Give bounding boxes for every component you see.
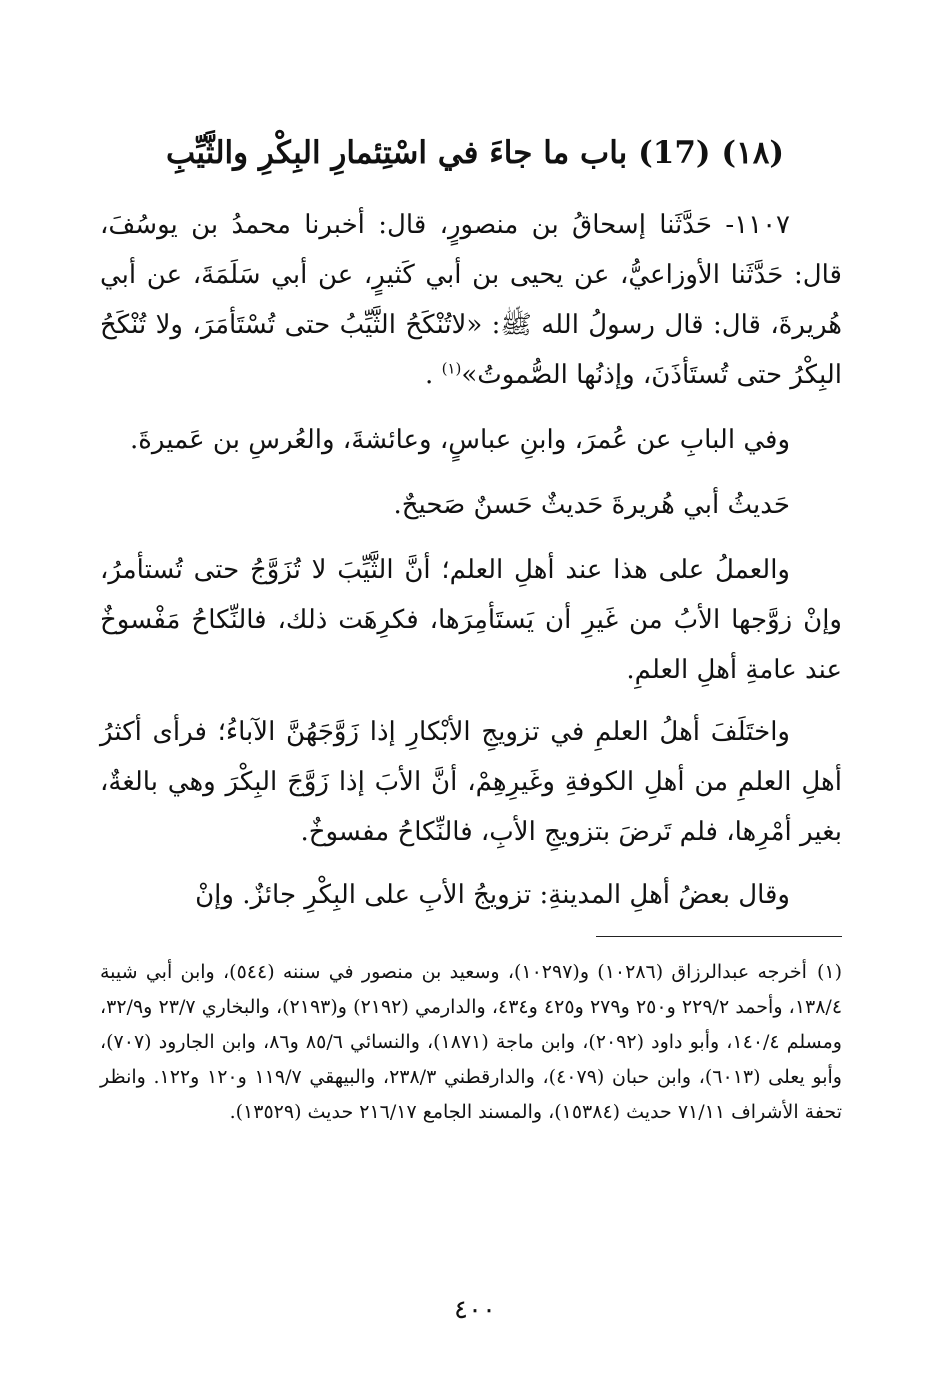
hadith-end: . (425, 360, 442, 390)
chapter-heading: (١٨) (17) باب ما جاءَ في اسْتِئمارِ البِكْرِ والثَّيِّبِ (165, 135, 785, 171)
footnote-text: أخرجه عبدالرزاق (١٠٢٨٦) و(١٠٢٩٧)، وسعيد بن منصور في سننه (٥٤٤)، وابن أبي شيبة ١٣٨/٤، وأحمد ٢٢٩/٢ و٢٥٠ و٢٧٩ و٤٢٥ و٤٣٤، والدارمي (٢١٩٢) و(٢١٩٣)، والبخاري ٢٣/٧ و٣٢/٩، ومسلم ١٤٠/٤، وأبو داود (٢٠٩٢)، وابن ماجة (١٨٧١)، والنسائي ٨٥/٦ و٨٦، وابن الجارود (٧٠٧)، وأبو يعلى (٦٠١٣)، وابن حبان (٤٠٧٩)، والدارقطني ٢٣٨/٣، والبيهقي ١١٩/٧ و١٢٠ و١٢٢. وانظر تحفة الأشراف ٧١/١١ حديث (١٥٣٨٤)، والمسند الجامع ٢١٦/١٧ حديث (١٣٥٢٩). (100, 961, 843, 1123)
in-chapter-paragraph: وفي البابِ عن عُمرَ، وابنِ عباسٍ، وعائشةَ، والعُرسِ بن عَميرةَ. (130, 425, 790, 455)
footnote-reference[interactable]: (١) (441, 359, 462, 378)
hadith-paragraph (100, 200, 842, 400)
hadith-text: ١١٠٧- حَدَّثَنا إسحاقُ بن منصورٍ، قال: أخبرنا محمدُ بن يوسُفَ، قال: حَدَّثَنا الأوزاعيُّ، عن يحيى بن أبي كَثيرٍ، عن أبي سَلَمَةَ، عن أبي هُريرةَ، قال: قال رسولُ الله ﷺ: «لاتُنْكَحُ الثَّيِّبُ حتى تُسْتَأمَرَ، ولا تُنْكَحُ البِكْرُ حتى تُستَأذَنَ، وإذنُها الصُّموتُ» (100, 210, 842, 390)
disagreement-paragraph: واختَلَفَ أهلُ العلمِ في تزويجِ الأبْكارِ إذا زَوَّجَهُنَّ الآباءُ؛ فرأى أكثرُ أهلِ العلمِ من أهلِ الكوفةِ وغَيرِهِمْ، أنَّ الأبَ إذا زَوَّجَ البِكْرَ وهي بالغةٌ، بغير أمْرِها، فلم تَرضَ بتزويجِ الأبِ، فالنِّكاحُ مفسوخٌ. (100, 717, 842, 847)
footnote-divider (596, 936, 842, 937)
practice-paragraph: والعملُ على هذا عند أهلِ العلم؛ أنَّ الثَّيِّبَ لا تُزَوَّجُ حتى تُستأمرُ، وإنْ زوَّجها الأبُ من غَيرِ أن يَستَأمِرَها، فكرِهَت ذلك، فالنِّكاحُ مَفْسوخٌ عند عامةِ أهلِ العلمِ. (100, 555, 842, 685)
madinah-paragraph: وقال بعضُ أهلِ المدينةِ: تزويجُ الأبِ على البِكْرِ جائزٌ. وإنْ (195, 880, 790, 910)
grading-paragraph: حَديثُ أبي هُريرةَ حَديثٌ حَسنٌ صَحيحٌ. (393, 490, 790, 520)
page-number: ٤٠٠ (454, 1295, 496, 1325)
footnote (100, 955, 842, 1130)
footnote-marker: (١) (816, 961, 842, 983)
